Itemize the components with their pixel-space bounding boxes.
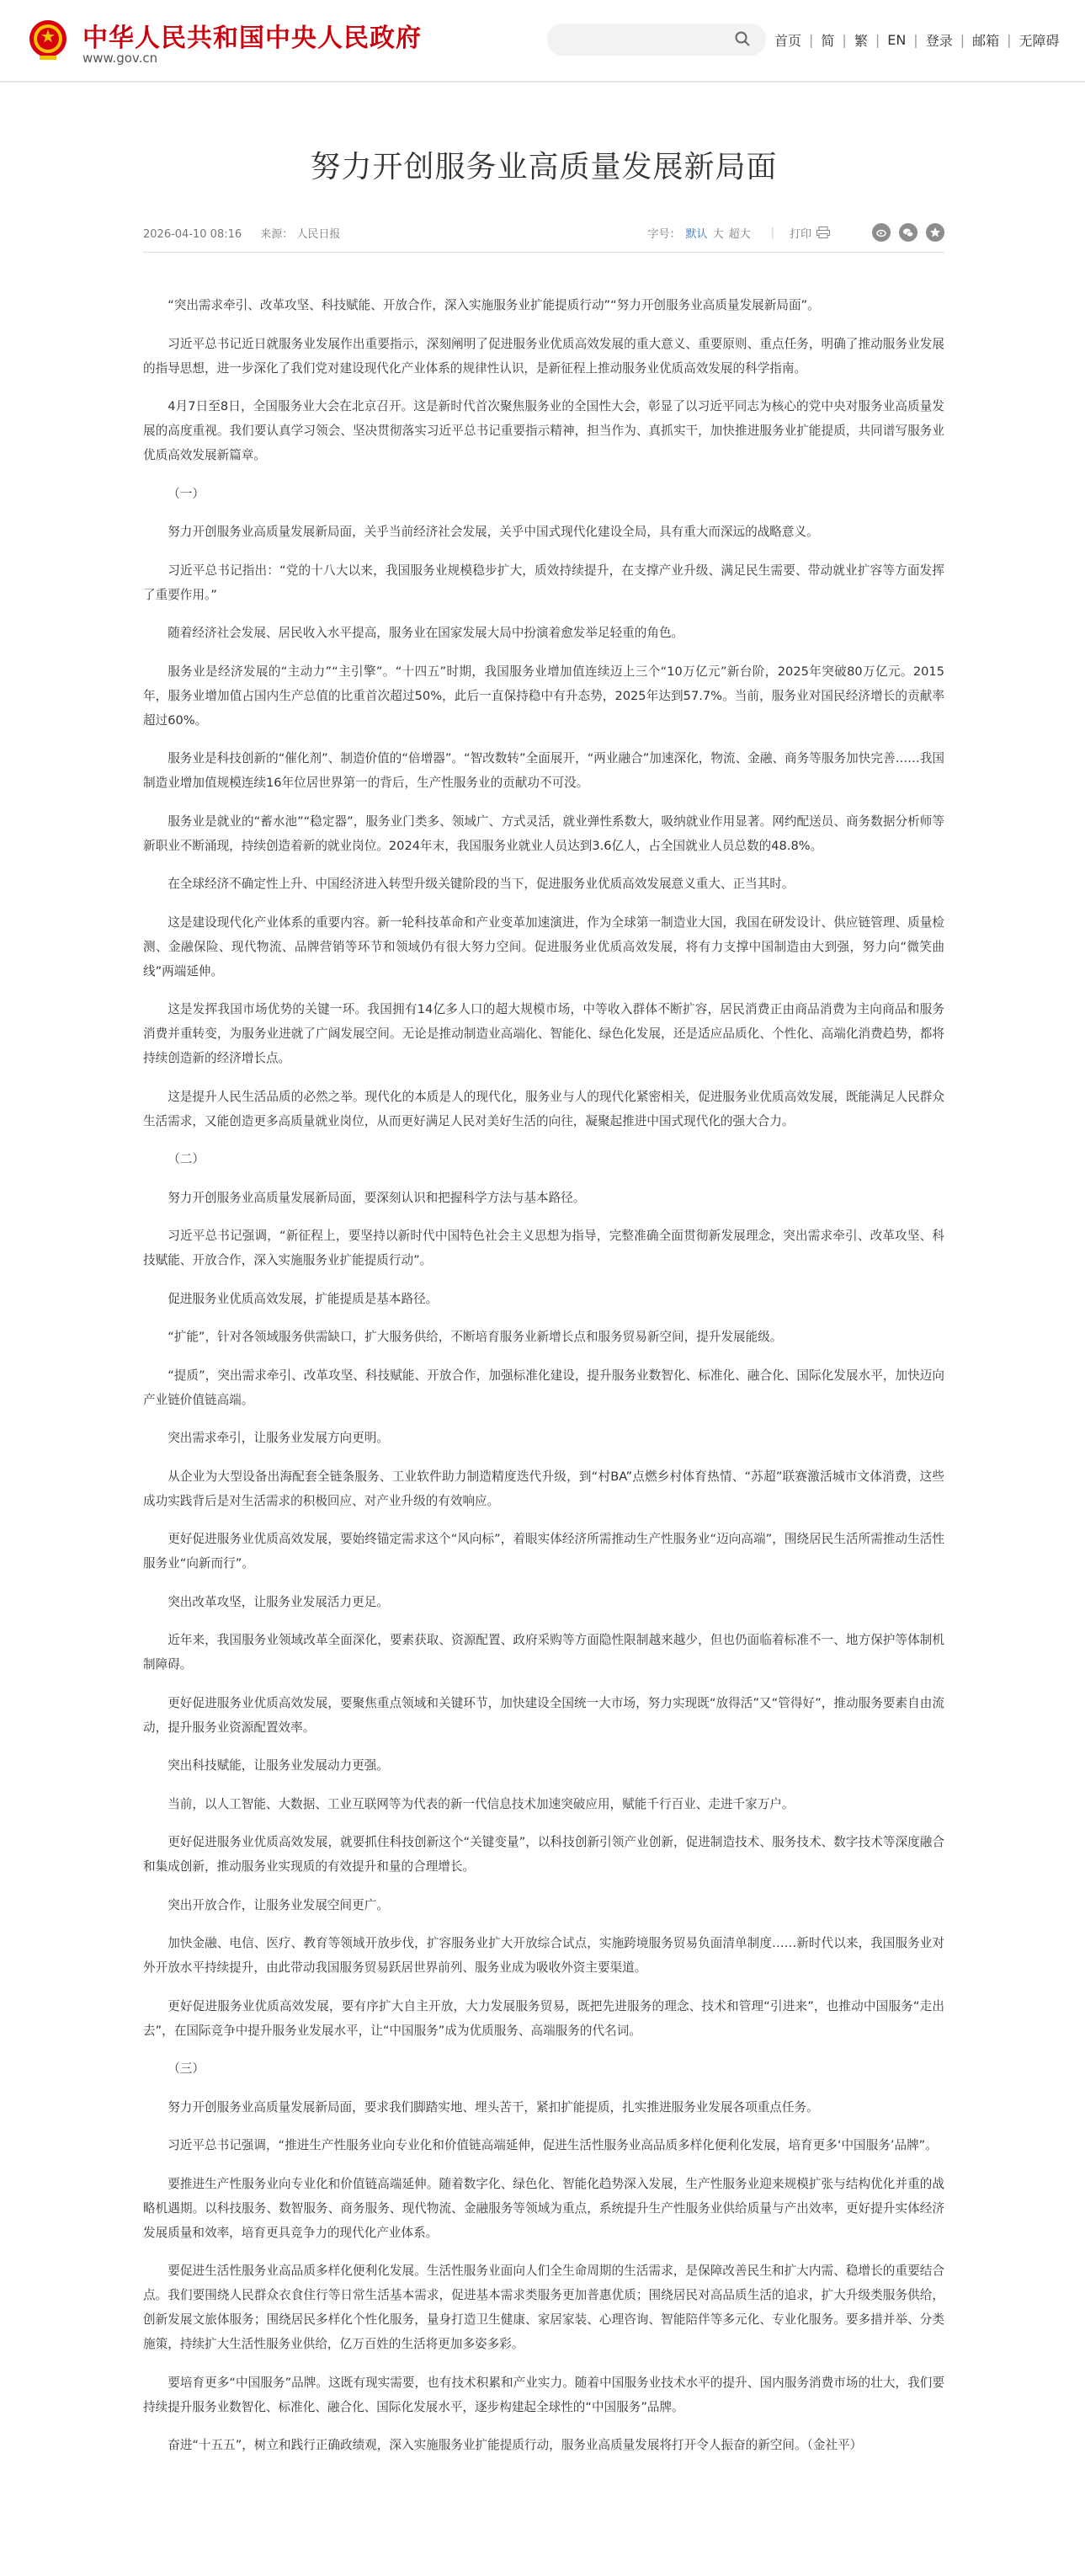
paragraph: 突出需求牵引，让服务业发展方向更明。 [168, 1431, 389, 1445]
nav-separator: | [875, 32, 880, 48]
section-heading: （二） [168, 1152, 205, 1166]
paragraph: 要培育更多“中国服务”品牌。这既有现实需要，也有技术积累和产业实力。随着中国服务业技术水平的提升、国内服务消费市场的壮大，我们要持续提升服务业数智化、标准化、融合化、国际化发展水平，逐步构建起全球性的“中国服务”品牌。 [143, 2375, 944, 2414]
nav-separator: | [809, 32, 814, 48]
meta-divider: | [770, 226, 774, 239]
paragraph: 这是发挥我国市场优势的关键一环。我国拥有14亿多人口的超大规模市场，中等收入群体不断扩容，居民消费正由商品消费为主向商品和服务消费并重转变，为服务业进就了广阔发展空间。无论是推动制造业高端化、智能化、绿色化发展，还是适应品质化、个性化、高端化消费趋势，都将持续创造新的经济增长点。 [143, 1002, 944, 1065]
article-title: 努力开创服务业高质量发展新局面 [310, 150, 778, 184]
paragraph: 努力开创服务业高质量发展新局面，要深刻认识和把握科学方法与基本路径。 [168, 1190, 586, 1205]
article-meta [143, 223, 944, 253]
paragraph: 服务业是经济发展的“主动力”“主引擎”。“十四五”时期，我国服务业增加值连续迈上三个“10万亿元”新台阶，2025年突破80万亿元。2015年，服务业增加值占国内生产总值的比重首次超过50%，此后一直保持稳中有升态势，2025年达到57.7%。当前，服务业对国民经济增长的贡献率超过60%。 [143, 664, 944, 728]
font-size-label: 字号： [647, 227, 681, 241]
paragraph: 这是提升人民生活品质的必然之举。现代化的本质是人的现代化，服务业与人的现代化紧密相关，促进服务业优质高效发展，既能满足人民群众生活需求，又能创造更多高质量就业岗位，从而更好满足人民对美好生活的向往，凝聚起推进中国式现代化的强大合力。 [143, 1089, 944, 1128]
paragraph: 奋进“十五五”，树立和践行正确政绩观，深入实施服务业扩能提质行动，服务业高质量发展将打开令人振奋的新空间。（金社平） [168, 2438, 863, 2452]
paragraph: 努力开创服务业高质量发展新局面，关乎当前经济社会发展，关乎中国式现代化建设全局，具有重大而深远的战略意义。 [168, 525, 819, 539]
nav-accessibility[interactable]: 无障碍 [1019, 33, 1060, 49]
weibo-icon[interactable] [872, 223, 891, 242]
nav-login[interactable]: 登录 [925, 33, 953, 49]
paragraph: 更好促进服务业优质高效发展，要聚焦重点领域和关键环节，加快建设全国统一大市场，努力实现既“放得活”又“管得好”，推动服务要素自由流动，提升服务业资源配置效率。 [143, 1695, 944, 1735]
paragraph: 努力开创服务业高质量发展新局面，要求我们脚踏实地、埋头苦干，紧扣扩能提质，扎实推进服务业发展各项重点任务。 [168, 2099, 819, 2115]
paragraph: 突出开放合作，让服务业发展空间更广。 [168, 1897, 389, 1912]
paragraph: 加快金融、电信、医疗、教育等领域开放步伐，扩容服务业扩大开放综合试点，实施跨境服务贸易负面清单制度……新时代以来，我国服务业对外开放水平持续提升，由此带动我国服务贸易跃居世界前列、服务业成为吸收外资主要渠道。 [143, 1936, 944, 1975]
font-size-xlarge[interactable]: 超大 [728, 227, 751, 241]
article [143, 126, 944, 2472]
article-body [143, 293, 944, 2457]
printer-icon[interactable] [816, 227, 830, 238]
nav-separator: | [1007, 32, 1012, 48]
national-emblem-icon[interactable] [27, 19, 69, 62]
nav-english[interactable]: EN [887, 32, 907, 48]
paragraph: 当前，以人工智能、大数据、工业互联网等为代表的新一代信息技术加速突破应用，赋能千行百业、走进千家万户。 [168, 1796, 795, 1811]
nav-home[interactable]: 首页 [774, 33, 802, 49]
nav-mail[interactable]: 邮箱 [972, 33, 1000, 49]
font-size-large[interactable]: 大 [712, 227, 724, 241]
paragraph: “突出需求牵引、改革攻坚、科技赋能、开放合作，深入实施服务业扩能提质行动”“努力开创服务业高质量发展新局面”。 [168, 298, 820, 312]
nav-separator: | [842, 32, 847, 48]
top-nav [774, 30, 1060, 50]
article-source: 来源： 人民日报 [260, 227, 341, 241]
paragraph: “扩能”，针对各领域服务供需缺口，扩大服务供给，不断培育服务业新增长点和服务贸易新空间，提升发展能级。 [168, 1330, 783, 1344]
paragraph: 服务业是就业的“蓄水池”“稳定器”，服务业门类多、领域广、方式灵活，就业弹性系数大，吸纳就业作用显著。网约配送员、商务数据分析师等新职业不断涌现，持续创造着新的就业岗位。2024年末，我国服务业就业人员达到3.6亿人，占全国就业人员总数的48.8%。 [143, 813, 944, 853]
site-domain: www.gov.cn [82, 51, 158, 66]
site-title[interactable]: 中华人民共和国中央人民政府 [82, 24, 422, 53]
paragraph: 更好促进服务业优质高效发展，要始终锚定需求这个“风向标”，着眼实体经济所需推动生产性服务业“迈向高端”，围绕居民生活所需推动生活性服务业“向新而行”。 [143, 1532, 944, 1571]
paragraph: 突出科技赋能，让服务业发展动力更强。 [168, 1758, 389, 1773]
paragraph: 更好促进服务业优质高效发展，要有序扩大自主开放，大力发展服务贸易，既把先进服务的理念、技术和管理“引进来”，也推动中国服务“走出去”，在国际竞争中提升服务业发展水平，让“中国服务”成为优质服务、高端服务的代名词。 [143, 1998, 944, 2038]
paragraph: 从企业为大型设备出海配套全链条服务、工业软件助力制造精度迭代升级，到“村BA”点燃乡村体育热情、“苏超”联赛激活城市文体消费，这些成功实践背后是对生活需求的积极回应、对产业升级的有效响应。 [143, 1469, 944, 1508]
paragraph: 在全球经济不确定性上升、中国经济进入转型升级关键阶段的当下，促进服务业优质高效发展意义重大、正当其时。 [168, 877, 795, 891]
favorite-icon[interactable] [926, 223, 944, 242]
paragraph: 随着经济社会发展、居民收入水平提高，服务业在国家发展大局中扮演着愈发举足轻重的角色。 [168, 626, 684, 640]
paragraph: 习近平总书记指出：“党的十八大以来，我国服务业规模稳步扩大，质效持续提升，在支撑产业升级、满足民生需要、带动就业扩容等方面发挥了重要作用。” [143, 563, 944, 602]
nav-separator: | [960, 32, 965, 48]
font-size-default[interactable]: 默认 [685, 227, 708, 241]
section-heading: （三） [168, 2061, 205, 2076]
section-heading: （一） [168, 486, 205, 501]
paragraph: 近年来，我国服务业领域改革全面深化，要素获取、资源配置、政府采购等方面隐性限制越来越少，但也仍面临着标准不一、地方保护等体制机制障碍。 [143, 1633, 944, 1672]
wechat-icon[interactable] [899, 223, 917, 242]
paragraph: 4月7日至8日，全国服务业大会在北京召开。这是新时代首次聚焦服务业的全国性大会，彰显了以习近平同志为核心的党中央对服务业高质量发展的高度重视。我们要认真学习领会、坚决贯彻落实习近平总书记重要指示精神，担当作为、真抓实干，加快推进服务业扩能提质，共同谱写服务业优质高效发展新篇章。 [143, 399, 944, 462]
paragraph: 服务业是科技创新的“催化剂”、制造价值的“倍增器”。“智改数转”全面展开，“两业融合”加速深化，物流、金融、商务等服务加快完善……我国制造业增加值规模连续16年位居世界第一的背后，生产性服务业的贡献功不可没。 [143, 751, 944, 790]
article-date: 2026-04-10 08:16 [143, 227, 242, 241]
search-icon[interactable] [734, 30, 751, 47]
paragraph: “提质”，突出需求牵引、改革攻坚、科技赋能、开放合作，加强标准化建设，提升服务业数智化、标准化、融合化、国际化发展水平，加快迈向产业链价值链高端。 [143, 1368, 944, 1407]
nav-simplified[interactable]: 简 [821, 33, 835, 49]
paragraph: 习近平总书记强调，“新征程上，要坚持以新时代中国特色社会主义思想为指导，完整准确全面贯彻新发展理念，突出需求牵引、改革攻坚、科技赋能、开放合作，深入实施服务业扩能提质行动”。 [143, 1229, 944, 1267]
paragraph: 突出改革攻坚，让服务业发展活力更足。 [168, 1594, 389, 1609]
print-button[interactable]: 打印 [789, 227, 811, 241]
paragraph: 要推进生产性服务业向专业化和价值链高端延伸。随着数字化、绿色化、智能化趋势深入发展，生产性服务业迎来规模扩张与结构优化并重的战略机遇期。以科技服务、数智服务、商务服务、现代物流、金融服务等领域为重点，系统提升生产性服务业供给质量与产出效率，更好提升实体经济发展质量和效率，培育更具竞争力的现代化产业体系。 [143, 2176, 944, 2240]
paragraph: 要促进生活性服务业高品质多样化便利化发展。生活性服务业面向人们全生命周期的生活需求，是保障改善民生和扩大内需、稳增长的重要结合点。我们要围绕人民群众衣食住行等日常生活基本需求，促进基本需求类服务更加普惠优质；围绕居民对高品质生活的追求，扩大升级类服务供给，创新发展文旅体服务；围绕居民多样化个性化服务，量身打造卫生健康、家居家装、心理咨询、智能陪伴等多元化、专业化服务。要多措并举、分类施策，持续扩大生活性服务业供给，亿万百姓的生活将更加多姿多彩。 [143, 2264, 944, 2351]
share-buttons [864, 223, 944, 242]
site-header [0, 0, 1085, 83]
paragraph: 习近平总书记强调，“推进生产性服务业向专业化和价值链高端延伸，促进生活性服务业高品质多样化便利化发展，培育更多‘中国服务’品牌”。 [168, 2138, 938, 2152]
nav-separator: | [913, 32, 918, 48]
search-input[interactable] [547, 24, 766, 56]
nav-traditional[interactable]: 繁 [854, 33, 868, 49]
paragraph: 促进服务业优质高效发展，扩能提质是基本路径。 [168, 1291, 439, 1306]
paragraph: 这是建设现代化产业体系的重要内容。新一轮科技革命和产业变革加速演进，作为全球第一制造业大国，我国在研发设计、供应链管理、质量检测、金融保险、现代物流、品牌营销等环节和领域仍有很大努力空间。促进服务业优质高效发展，将有力支撑中国制造由大到强，努力向“微笑曲线”两端延伸。 [143, 915, 944, 979]
paragraph: 习近平总书记近日就服务业发展作出重要指示，深刻阐明了促进服务业优质高效发展的重大意义、重要原则、重点任务，明确了推动服务业发展的指导思想，进一步深化了我们党对建设现代化产业体系的规律性认识，是新征程上推动服务业优质高效发展的科学指南。 [143, 336, 944, 376]
paragraph: 更好促进服务业优质高效发展，就要抓住科技创新这个“关键变量”，以科技创新引领产业创新，促进制造技术、服务技术、数字技术等深度融合和集成创新，推动服务业实现质的有效提升和量的合理增长。 [143, 1835, 944, 1874]
